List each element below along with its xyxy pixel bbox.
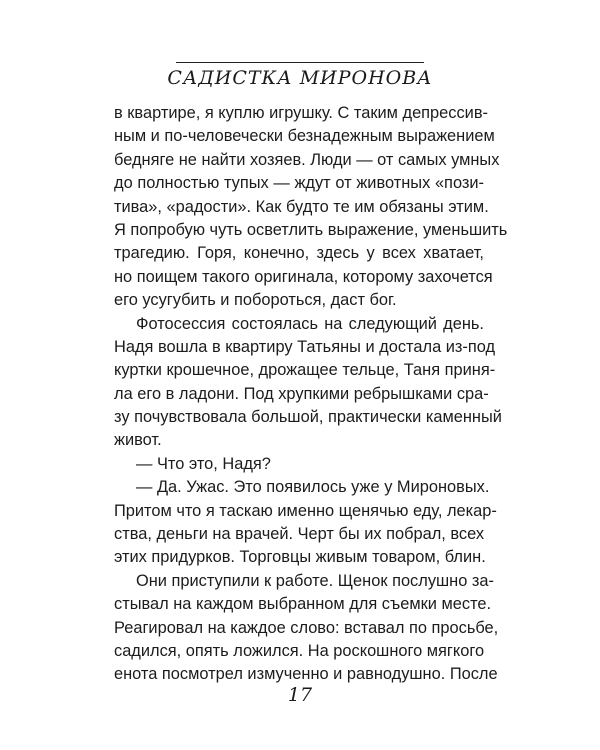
text-line: но поищем такого оригинала, которому захочется — [114, 267, 493, 286]
text-line: Они приступили к работе. Щенок послушно за- — [136, 571, 494, 590]
text-line: этих придурков. Торговцы живым товаром, блин. — [114, 548, 486, 567]
text-line: садился, опять ложился. На роскошного мягкого — [114, 641, 485, 660]
text-line: Я попробую чуть осветлить выражение, уменьшить — [114, 220, 508, 239]
running-head: САДИСТКА МИРОНОВА — [167, 67, 433, 89]
text-line: ства, деньги на врачей. Черт бы их побрал, всех — [114, 525, 485, 544]
text-line: в квартире, я куплю игрушку. С таким депрессив- — [114, 104, 488, 122]
text-line: Реагировал на каждое слово: вставал по просьбе, — [114, 618, 499, 637]
text-line: его усугубить и побороться, даст бог. — [114, 291, 397, 310]
body-text — [114, 102, 508, 687]
text-line: — Да. Ужас. Это появилось уже у Мироновых. — [136, 478, 490, 497]
text-line: Притом что я таскаю именно щенячью еду, лекар- — [114, 501, 497, 520]
text-line: ла его в ладони. Под хрупкими ребрышками сра- — [114, 384, 489, 403]
text-line: Надя вошла в квартиру Татьяны и достала из-под — [114, 337, 496, 356]
text-line: живот. — [114, 431, 162, 450]
text-line: зу почувствовала большой, практически каменный — [114, 408, 502, 427]
text-line: Фотосессия состоялась на следующий день. — [136, 314, 484, 333]
text-line: енота посмотрел измученно и равнодушно. После — [114, 665, 498, 684]
text-line: — Что это, Надя? — [136, 454, 271, 473]
text-line: бедняге не найти хозяев. Люди — от самых умных — [114, 150, 500, 169]
text-line: трагедию. Горя, конечно, здесь у всех хватает, — [114, 244, 484, 263]
text-line: до полностью тупых — ждут от животных «пози- — [114, 174, 484, 193]
text-line: ным и по-человечески безнадежным выражением — [114, 127, 495, 146]
text-line: тива», «радости». Как будто те им обязаны этим. — [114, 197, 489, 216]
text-line: куртки крошечное, дрожащее тельце, Таня приня- — [114, 361, 496, 380]
header-rule — [176, 62, 424, 63]
page-number: 17 — [287, 684, 313, 706]
text-line: стывал на каждом выбранном для съемки месте. — [114, 595, 492, 614]
